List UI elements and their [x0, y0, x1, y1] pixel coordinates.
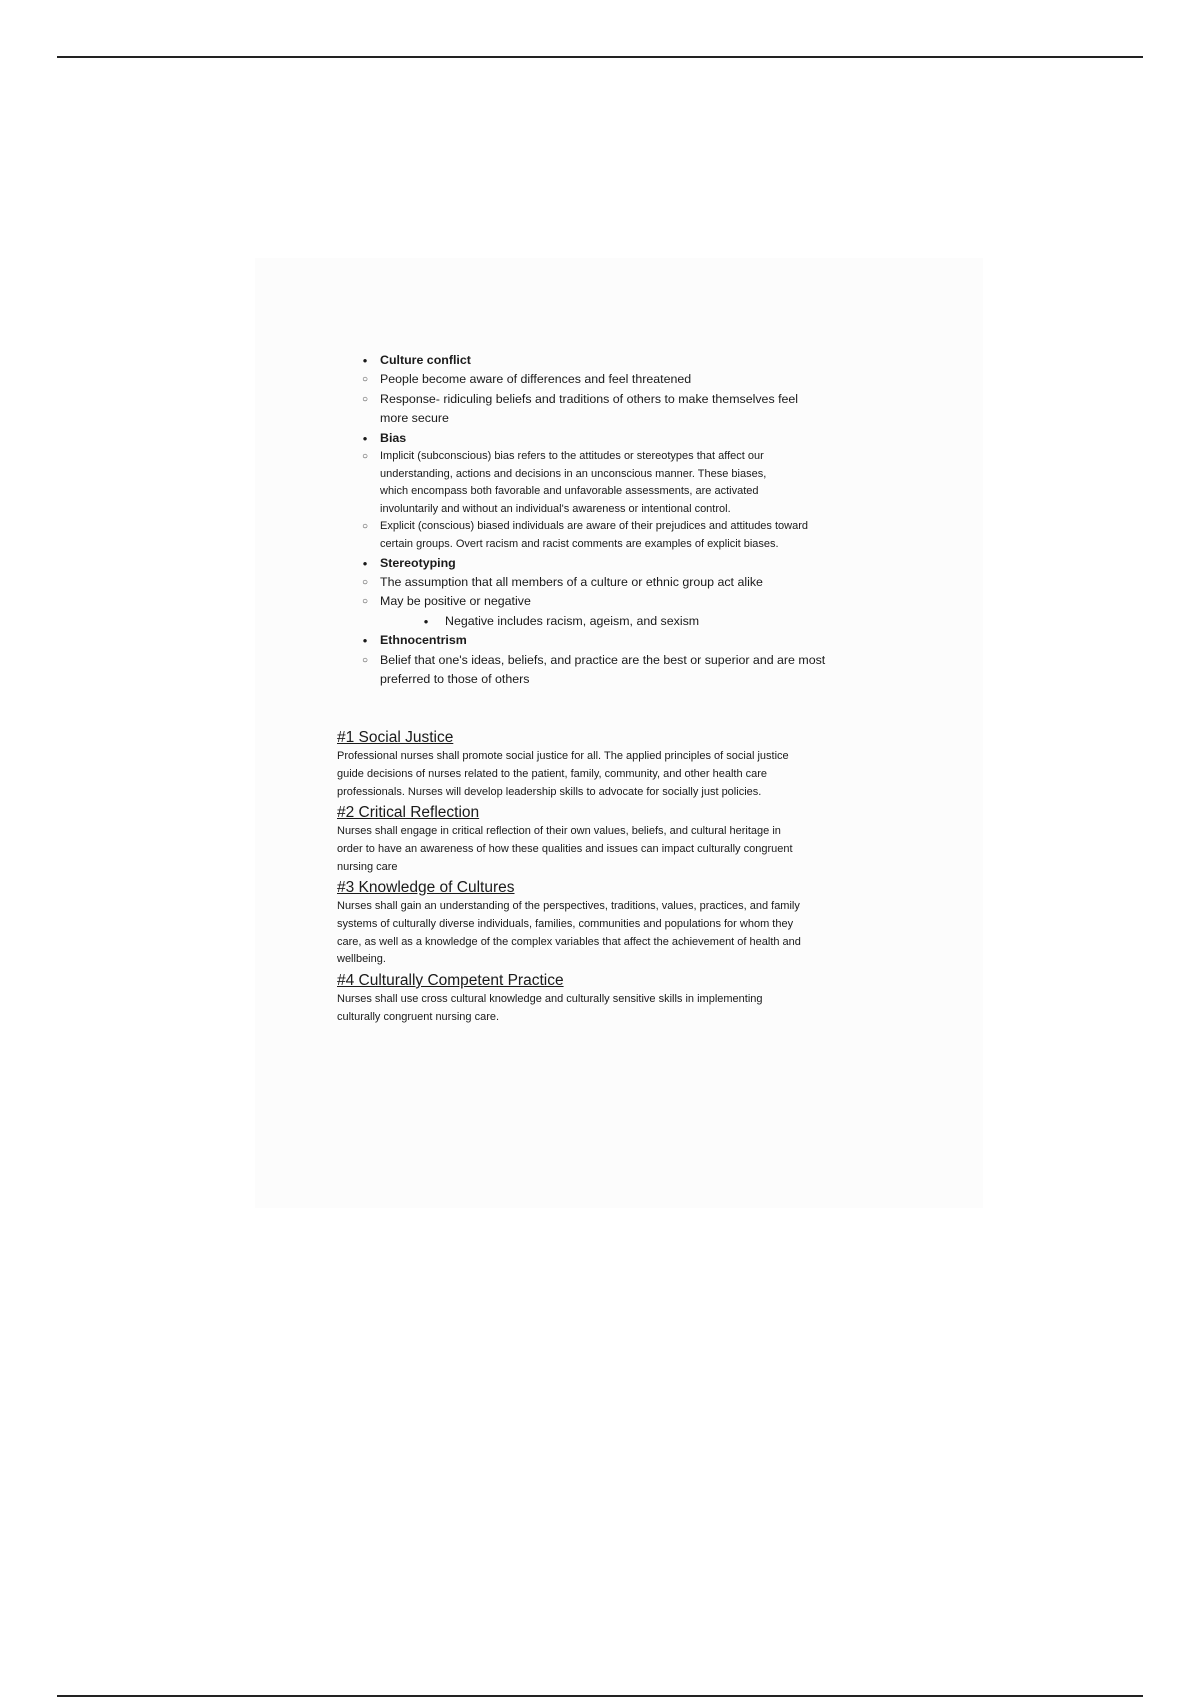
- section-body-line: Nurses shall use cross cultural knowledge and culturally sensitive skills in implementing: [337, 993, 763, 1005]
- section-body-line: wellbeing.: [337, 953, 386, 966]
- section-body-line: care, as well as a knowledge of the complex variables that affect the achievement of health and: [337, 935, 801, 948]
- outline-text: People become aware of differences and feel threatened: [380, 372, 692, 387]
- footer-rule: [57, 1695, 1143, 1697]
- outline-text: Response- ridiculing beliefs and traditions of others to make themselves feel: [380, 391, 799, 406]
- outline-text: The assumption that all members of a culture or ethnic group act alike: [380, 575, 763, 589]
- outline-text: understanding, actions and decisions in an unconscious manner. These biases,: [380, 467, 767, 480]
- outline-text: involuntarily and without an individual's awareness or intentional control.: [380, 502, 731, 515]
- bullet-circle-icon: ○: [361, 374, 369, 386]
- outline-term: Bias: [380, 430, 407, 445]
- outline-text: Negative includes racism, ageism, and sexism: [445, 613, 700, 628]
- outline-text: more secure: [380, 411, 449, 426]
- section-body-line: systems of culturally diverse individuals, families, communities and populations for whom they: [337, 917, 794, 930]
- section-heading: #4 Culturally Competent Practice: [337, 972, 564, 989]
- bullet-circle-icon: ○: [361, 521, 369, 533]
- section-body-line: guide decisions of nurses related to the patient, family, community, and other health care: [337, 767, 768, 780]
- outline-text: preferred to those of others: [380, 672, 530, 686]
- outline-text: Belief that one's ideas, beliefs, and practice are the best or superior and are most: [380, 652, 826, 667]
- section-body-line: order to have an awareness of how these qualities and issues can impact culturally congruent: [337, 842, 793, 855]
- standard-section: [337, 728, 789, 801]
- section-heading: #3 Knowledge of Cultures: [337, 879, 515, 896]
- bullet-circle-icon: ○: [361, 596, 369, 608]
- outline-term: Culture conflict: [380, 353, 471, 367]
- outline-text: certain groups. Overt racism and racist comments are examples of explicit biases.: [380, 538, 779, 550]
- bullet-disc-icon: •: [362, 430, 368, 446]
- section-body-line: professionals. Nurses will develop leadership skills to advocate for socially just policies.: [337, 785, 762, 798]
- bullet-circle-icon: ○: [361, 393, 369, 405]
- standard-section: [337, 878, 801, 969]
- standard-section: [337, 803, 793, 876]
- bullet-circle-icon: ○: [361, 577, 369, 588]
- section-body-line: Professional nurses shall promote social justice for all. The applied principles of social justice: [337, 750, 789, 762]
- standard-section: [337, 971, 763, 1027]
- section-body-line: culturally congruent nursing care.: [337, 1010, 500, 1023]
- bullet-disc-icon: •: [362, 633, 368, 649]
- bullet-circle-icon: ○: [361, 654, 369, 666]
- outline-term: Stereotyping: [380, 555, 456, 570]
- outline-text: Implicit (subconscious) bias refers to the attitudes or stereotypes that affect our: [380, 450, 764, 462]
- section-heading: #1 Social Justice: [337, 729, 454, 746]
- outline-term: Ethnocentrism: [380, 633, 467, 648]
- document-page-image: [255, 258, 983, 1208]
- outline-text: which encompass both favorable and unfavorable assessments, are activated: [380, 485, 759, 498]
- outline-text: Explicit (conscious) biased individuals are aware of their prejudices and attitudes toward: [380, 520, 809, 533]
- section-body-line: Nurses shall engage in critical reflection of their own values, beliefs, and cultural heritage in: [337, 825, 781, 837]
- bullet-disc-icon: •: [362, 353, 368, 368]
- bullet-disc-icon: •: [423, 613, 429, 629]
- outline-text: May be positive or negative: [380, 594, 531, 609]
- header-rule: [57, 56, 1143, 58]
- section-heading: #2 Critical Reflection: [337, 804, 480, 821]
- bullet-circle-icon: ○: [361, 451, 369, 462]
- bullet-disc-icon: •: [362, 555, 368, 571]
- section-body-line: Nurses shall gain an understanding of the perspectives, traditions, values, practices, and family: [337, 900, 800, 912]
- section-body-line: nursing care: [337, 860, 398, 873]
